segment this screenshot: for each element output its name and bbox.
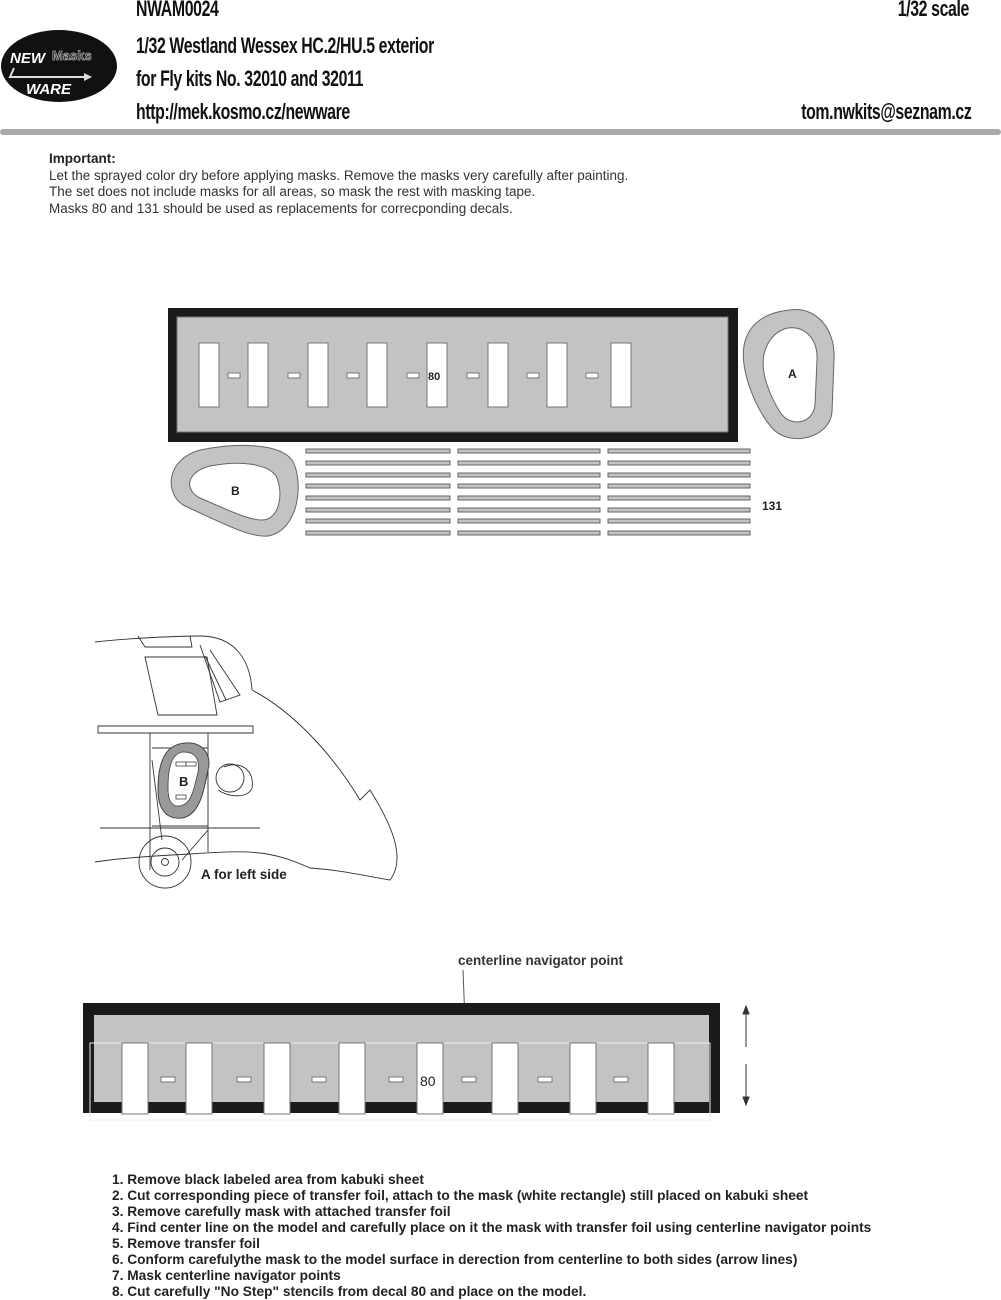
svg-text:B: B [179, 774, 189, 789]
note-line: Masks 80 and 131 should be used as replacements for correcponding decals. [49, 200, 513, 216]
product-title: 1/32 Westland Wessex HC.2/HU.5 exterior [136, 33, 434, 58]
step-item: 3. Remove carefully mask with attached transfer foil [112, 1203, 451, 1219]
step-item: 2. Cut corresponding piece of transfer foil, attach to the mask (white rectangle) still placed on kabuki sheet [112, 1187, 809, 1203]
conform-arrow-icon [743, 1006, 749, 1105]
diagram-caption: A for left side [201, 867, 287, 882]
svg-text:NEW: NEW [10, 50, 45, 67]
step-item: 8. Cut carefully "No Step" stencils from decal 80 and place on the model. [112, 1283, 587, 1299]
product-code: NWAM0024 [136, 0, 219, 21]
svg-text:131: 131 [762, 499, 783, 513]
note-line: The set does not include masks for all areas, so mask the rest with masking tape. [49, 184, 536, 199]
header-divider [0, 129, 1001, 135]
svg-text:80: 80 [420, 1073, 436, 1089]
helicopter-nose-diagram [90, 630, 420, 895]
product-subtitle: for Fly kits No. 32010 and 32011 [136, 66, 364, 91]
step-item: 6. Conform carefulythe mask to the model surface in derection from centerline to both sides (arrow lines) [112, 1251, 798, 1267]
mask-b [171, 445, 298, 536]
email-link[interactable]: tom.nwkits@seznam.cz [800, 99, 971, 124]
mask-a [743, 310, 834, 439]
detail-mask-80 [0, 960, 1001, 1160]
mask-131-strips [306, 449, 750, 535]
svg-text:Masks: Masks [52, 48, 92, 63]
step-item: 1. Remove black labeled area from kabuki sheet [112, 1171, 424, 1187]
new-ware-logo [0, 28, 118, 104]
important-notes [49, 151, 628, 217]
centerline-pointer-label: centerline navigator point [458, 953, 624, 968]
svg-text:80: 80 [428, 371, 441, 383]
instruction-steps [112, 1171, 887, 1299]
important-heading: Important: [49, 151, 116, 166]
step-item: 4. Find center line on the model and carefully place on it the mask with transfer foil using centerline navigator points [112, 1219, 872, 1235]
scale-label: 1/32 scale [897, 0, 969, 21]
mask-b-placement [158, 743, 209, 818]
svg-text:B: B [231, 484, 240, 498]
website-link[interactable]: http://mek.kosmo.cz/newware [136, 99, 350, 124]
step-item: 7. Mask centerline navigator points [112, 1267, 341, 1283]
step-item: 5. Remove transfer foil [112, 1235, 260, 1251]
svg-text:WARE: WARE [26, 81, 71, 98]
note-line: Let the sprayed color dry before applying masks. Remove the masks very carefully after painting. [49, 167, 629, 183]
mask-80-panel [168, 308, 738, 442]
mask-sheet [0, 300, 1001, 550]
svg-text:A: A [788, 367, 797, 381]
